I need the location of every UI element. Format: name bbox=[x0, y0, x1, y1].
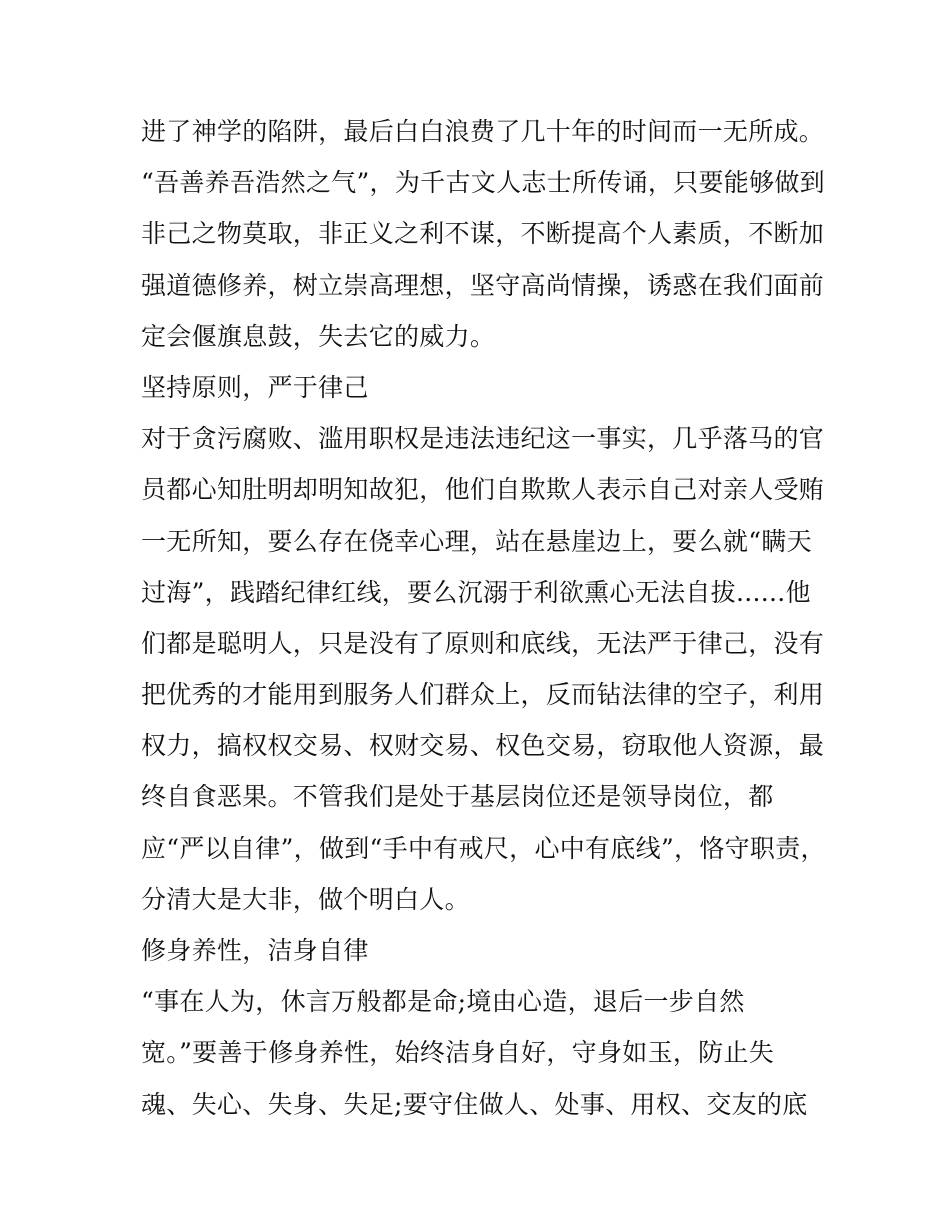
text-line: 应“严以自律”，做到“手中有戒尺，心中有底线”，恪守职责， bbox=[141, 833, 826, 863]
document-body bbox=[141, 106, 831, 1130]
text-line: “吾善养吾浩然之气”，为千古文人志士所传诵，只要能够做到 bbox=[141, 168, 825, 198]
text-line: 一无所知，要么存在侥幸心理，站在悬崖边上，要么就“瞒天 bbox=[141, 526, 812, 556]
text-line: 强道德修养，树立崇高理想，坚守高尚情操，诱惑在我们面前 bbox=[141, 270, 825, 300]
text-line: 们都是聪明人，只是没有了原则和底线，无法严于律己，没有 bbox=[141, 628, 825, 658]
text-line: 魂、失心、失身、失足;要守住做人、处事、用权、交友的底 bbox=[141, 1089, 808, 1119]
text-line: 分清大是大非，做个明白人。 bbox=[141, 884, 470, 914]
text-line: 权力，搞权权交易、权财交易、权色交易，窃取他人资源，最 bbox=[141, 731, 825, 761]
text-line: 员都心知肚明却明知故犯，他们自欺欺人表示自己对亲人受贿 bbox=[141, 475, 825, 505]
text-line: 宽。”要善于修身养性，始终洁身自好，守身如玉，防止失 bbox=[141, 1038, 775, 1068]
section-heading: 修身养性，洁身自律 bbox=[141, 936, 369, 965]
text-line: 进了神学的陷阱，最后白白浪费了几十年的时间而一无所成。 bbox=[141, 117, 825, 146]
text-line: 过海”，践踏纪律红线，要么沉溺于利欲熏心无法自拔......他 bbox=[141, 577, 811, 607]
text-line: “事在人为，休言万般都是命;境由心造，退后一步自然 bbox=[141, 987, 745, 1017]
text-line: 定会偃旗息鼓，失去它的威力。 bbox=[141, 321, 496, 351]
text-line: 对于贪污腐败、滥用职权是违法违纪这一事实，几乎落马的官 bbox=[141, 424, 825, 454]
text-line: 把优秀的才能用到服务人们群众上，反而钻法律的空子，利用 bbox=[141, 680, 825, 710]
text-line: 终自食恶果。不管我们是处于基层岗位还是领导岗位，都 bbox=[141, 782, 774, 812]
section-heading: 坚持原则，严于律己 bbox=[141, 372, 369, 402]
text-line: 非己之物莫取，非正义之利不谋，不断提高个人素质，不断加 bbox=[141, 219, 825, 249]
